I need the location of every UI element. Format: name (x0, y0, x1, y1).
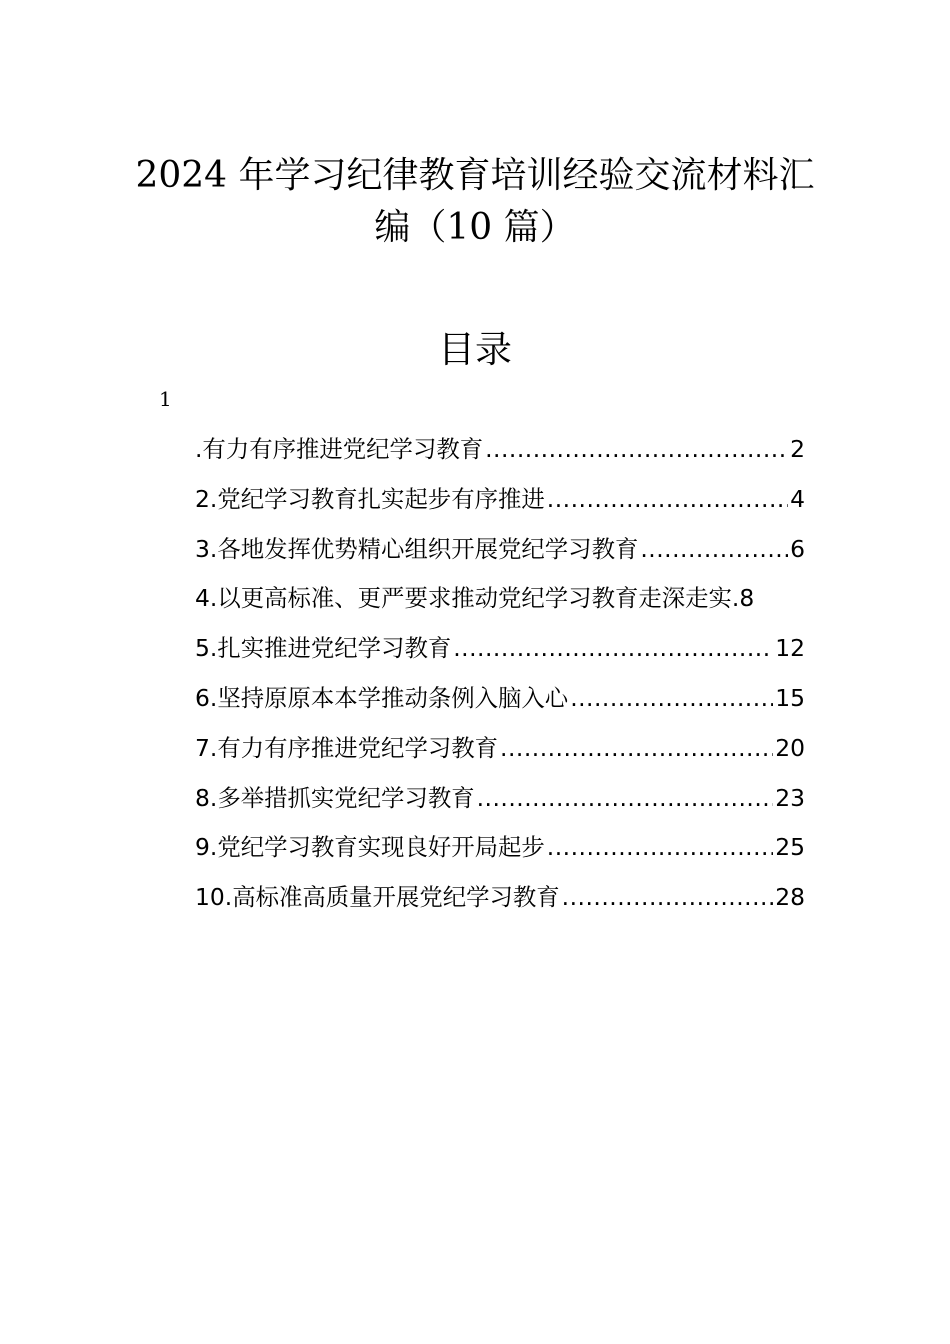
toc-entry[interactable] (195, 876, 805, 926)
toc-dot-leader (477, 777, 774, 819)
toc-page-number: 20 (775, 733, 805, 762)
toc-entry-title: 8.多举措抓实党纪学习教育 (195, 783, 475, 812)
toc-entry[interactable] (195, 577, 805, 627)
toc-entry[interactable] (195, 677, 805, 727)
toc-entry-title: 9.党纪学习教育实现良好开局起步 (195, 833, 545, 862)
toc-dot-leader (640, 528, 788, 570)
toc-entry[interactable] (195, 528, 805, 578)
document-title (100, 150, 850, 254)
table-of-contents (195, 428, 805, 926)
toc-heading: 目录 (438, 328, 512, 371)
toc-entry-title: 4.以更高标准、更严要求推动党纪学习教育走深走实. (195, 584, 740, 613)
toc-dot-leader (547, 826, 773, 868)
toc-page-number: 4 (790, 484, 805, 513)
toc-page-number: 28 (775, 883, 805, 912)
toc-entry[interactable] (195, 627, 805, 677)
toc-dot-leader (570, 677, 773, 719)
toc-dot-leader (500, 727, 773, 769)
toc-dot-leader (453, 627, 773, 669)
toc-page-number: 2 (790, 435, 805, 463)
toc-entry-title: .有力有序推进党纪学习教育 (195, 435, 484, 463)
toc-page-number: 6 (790, 534, 805, 563)
document-title-line-1: 2024 年学习纪律教育培训经验交流材料汇 (135, 155, 815, 196)
toc-entry-title: 3.各地发挥优势精心组织开展党纪学习教育 (195, 534, 639, 563)
toc-entry-title: 2.党纪学习教育扎实起步有序推进 (195, 484, 545, 513)
toc-dot-leader (485, 428, 788, 470)
toc-entry[interactable] (195, 826, 805, 876)
toc-entry[interactable] (195, 478, 805, 528)
toc-entry-title: 6.坚持原原本本学推动条例入脑入心 (195, 683, 569, 712)
toc-entry-title: 5.扎实推进党纪学习教育 (195, 634, 452, 663)
toc-page-number: 12 (775, 634, 805, 663)
toc-entry-title: 10.高标准高质量开展党纪学习教育 (195, 883, 560, 912)
toc-entry[interactable] (195, 428, 805, 478)
toc-page-number: 8 (739, 584, 755, 613)
toc-page-number: 15 (775, 683, 805, 712)
toc-page-number: 23 (775, 783, 805, 812)
toc-dot-leader (547, 478, 788, 520)
document-title-line-2: 编（10 篇） (374, 207, 576, 248)
toc-dot-leader (562, 876, 774, 918)
toc-entry[interactable] (195, 777, 805, 827)
toc-entry[interactable] (195, 727, 805, 777)
toc-entry-title: 7.有力有序推进党纪学习教育 (195, 733, 499, 762)
stray-list-number: 1 (159, 387, 172, 411)
toc-page-number: 25 (775, 833, 805, 862)
